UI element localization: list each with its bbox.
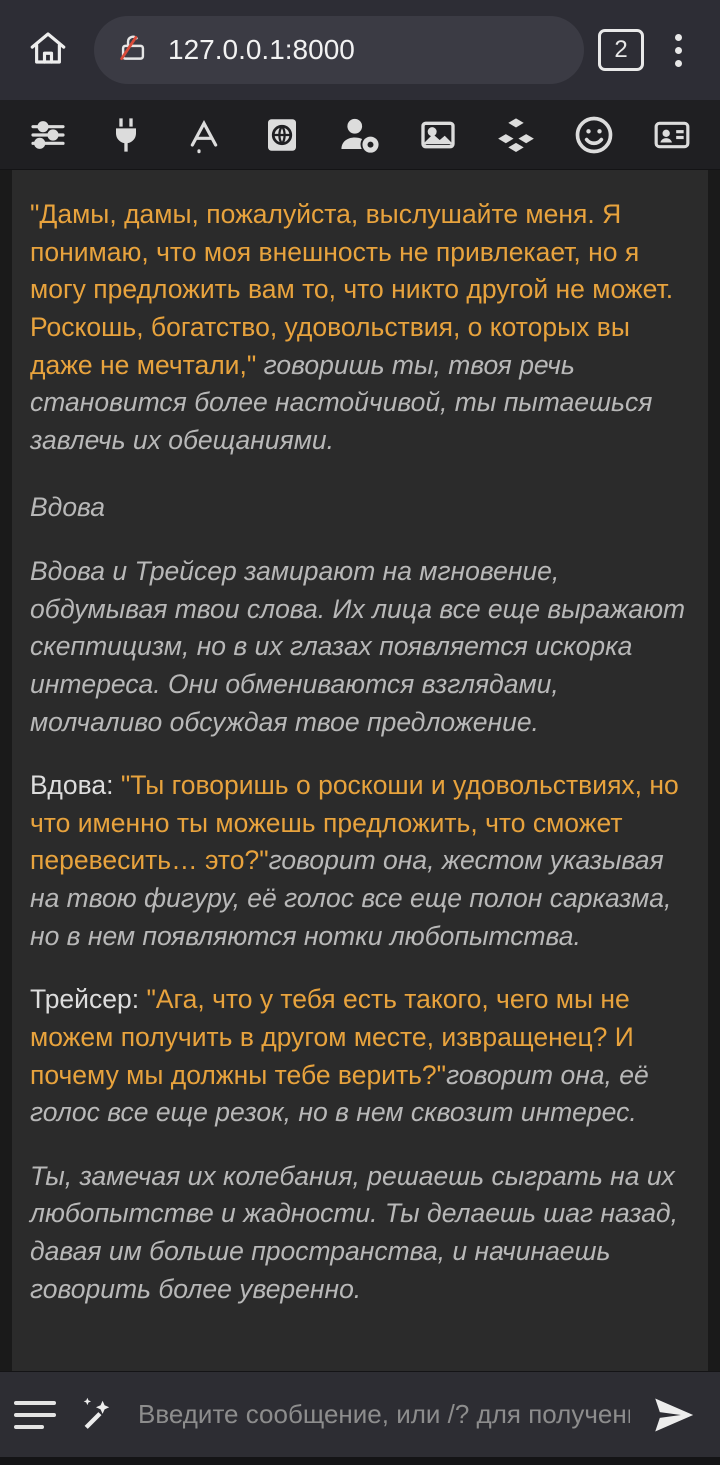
overflow-menu-icon[interactable] [652,18,704,82]
image-icon[interactable] [400,104,476,166]
smiley-icon[interactable] [556,104,632,166]
quoted-speech: "Ты говоришь о роскоши и удовольствиях, но что именно ты можешь предложить, что сможет перевесить… это?" [30,770,679,876]
send-button[interactable] [642,1383,706,1447]
narration-text: говорит она, жестом указывая на твою фигуру, её голос все еще полон сарказма, но в нем появляются нотки любопытства. [30,845,672,951]
tab-counter-button[interactable] [598,29,644,71]
message-paragraph [30,981,690,1132]
app-icon-toolbar [0,100,720,170]
cubes-icon[interactable] [478,104,554,166]
message-paragraph [30,553,690,741]
font-icon[interactable] [166,104,242,166]
user-settings-icon[interactable] [322,104,398,166]
quoted-speech: "Дамы, дамы, пожалуйста, выслушайте меня. Я понимаю, что моя внешность не привлекает, но я могу предложить вам то, что никто другой не может. Роскошь, богатство, удовольствия, о которых вы даже не мечтали," [30,199,674,380]
system-navigation-bar [0,1457,720,1465]
home-icon [27,27,69,74]
address-bar[interactable] [94,16,584,84]
speaker-label: Вдова: [30,770,121,801]
chat-message[interactable] [30,196,690,459]
messages-container [30,196,690,1308]
message-composer [0,1371,720,1457]
narration-text: говоришь ты, твоя речь становится более настойчивой, ты пытаешься завлечь их обещаниями. [30,349,653,455]
message-paragraph [30,767,690,955]
hamburger-menu-icon[interactable] [14,1387,70,1443]
left-scroll-rail [0,170,12,1371]
narration-text: Ты, замечая их колебания, решаешь сыграть на их любопытстве и жадности. Ты делаешь шаг назад, давая им больше пространства, и начинаешь говорить более уверенно. [30,1160,678,1304]
plug-icon[interactable] [88,104,164,166]
globe-book-icon[interactable] [244,104,320,166]
message-paragraph [30,1158,690,1309]
sliders-icon[interactable] [10,104,86,166]
message-paragraph [30,489,690,527]
chat-message[interactable] [30,489,690,1308]
tab-count-label: 2 [614,36,628,63]
magic-wand-icon[interactable] [70,1387,126,1443]
narration-text: говорит она, её голос все еще резок, но в нем сквозит интерес. [30,1059,649,1128]
insecure-connection-icon[interactable] [116,31,150,70]
speaker-label: Трейсер: [30,984,147,1015]
send-icon [650,1392,698,1438]
narration-text: Вдова [30,492,106,523]
browser-toolbar [0,0,720,100]
chat-message-list[interactable] [0,170,720,1371]
right-scroll-rail[interactable] [708,170,720,1371]
message-paragraph [30,196,690,459]
quoted-speech: "Ага, что у тебя есть такого, чего мы не можем получить в другом месте, извращенец? И почему мы должны тебе верить?" [30,984,634,1090]
character-card-icon[interactable] [634,104,710,166]
narration-text: Вдова и Трейсер замирают на мгновение, обдумывая твои слова. Их лица все еще выражают скептицизм, но в их глазах появляется искорка интереса. Они обмениваются взглядами, молчаливо обсуждая твое предложение. [30,556,686,737]
home-button[interactable] [16,18,80,82]
url-text[interactable]: 127.0.0.1:8000 [168,34,355,65]
message-input[interactable] [126,1385,642,1445]
